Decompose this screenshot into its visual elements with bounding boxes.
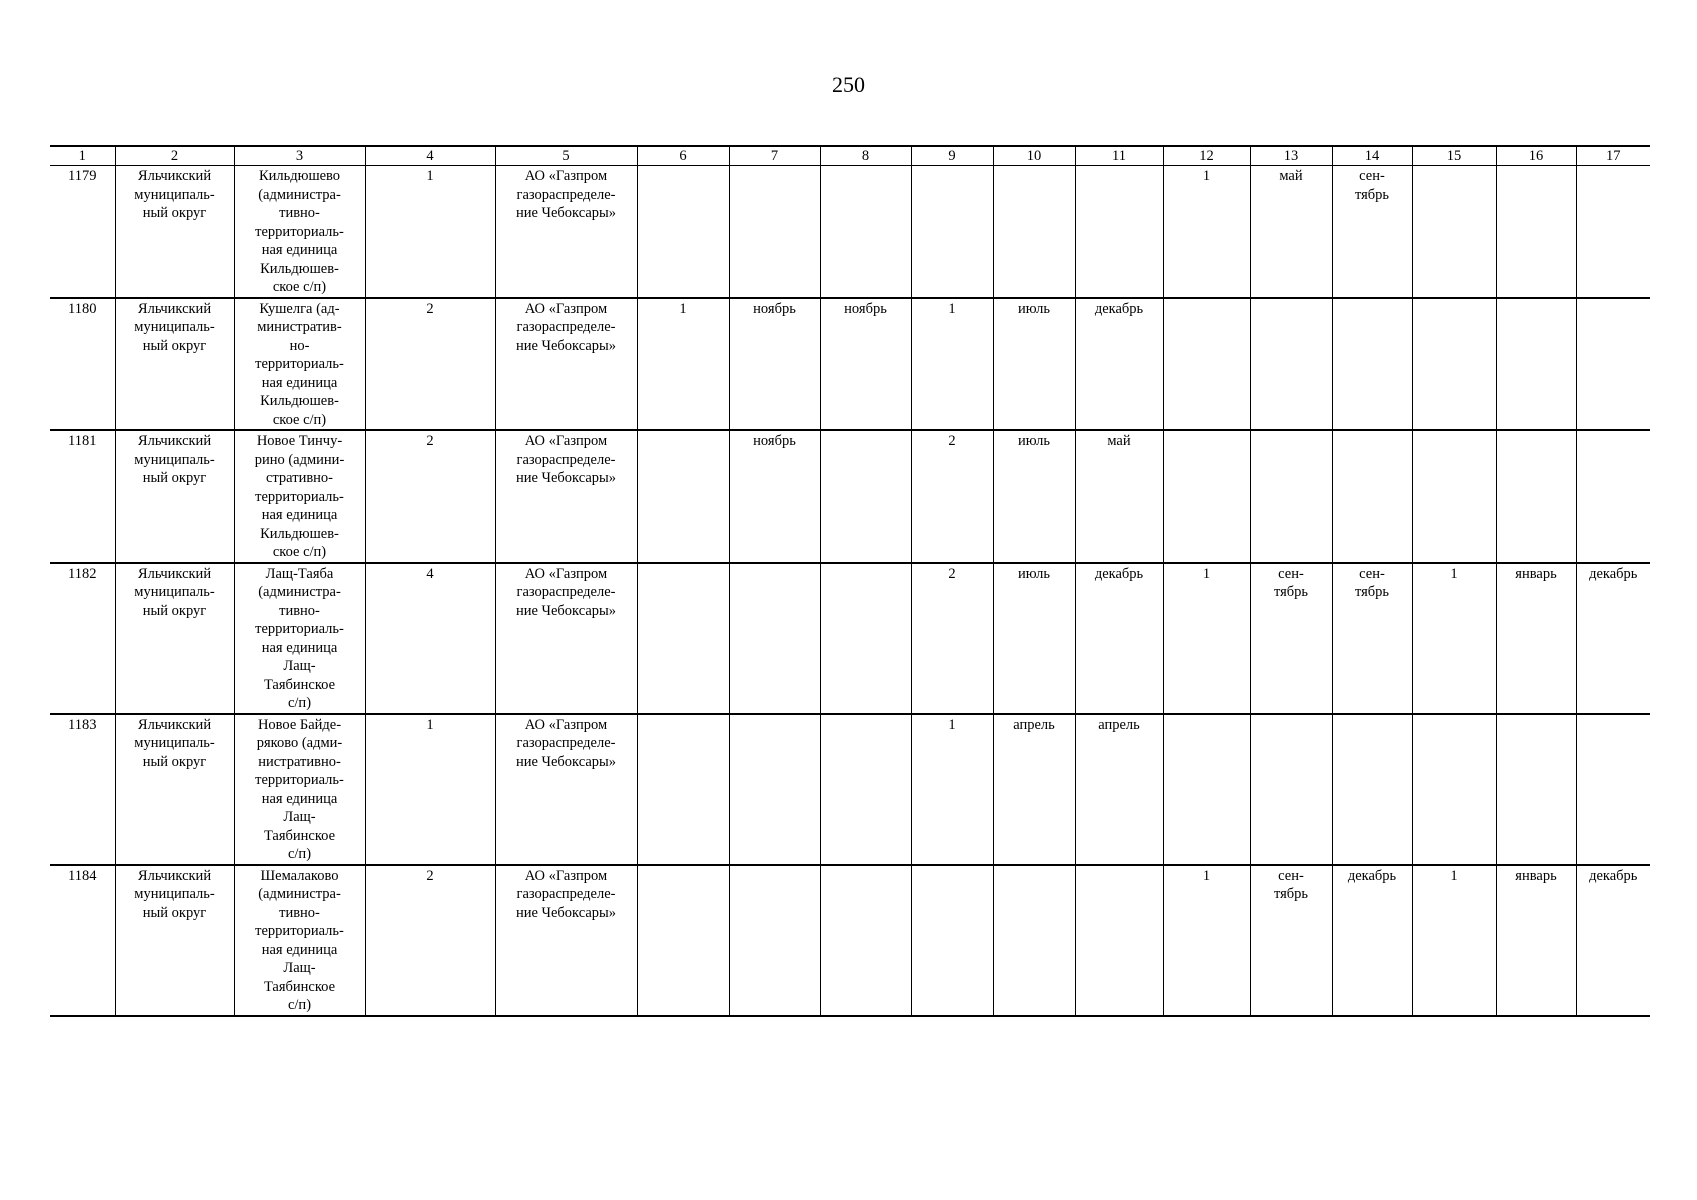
- cell-text: 1: [1450, 565, 1458, 582]
- table-cell-col17: [1576, 865, 1650, 1016]
- cell-text: АО «Газпром газораспределе- ние Чебоксары»: [515, 867, 617, 921]
- table-cell-col4: [365, 430, 495, 563]
- cell-text: Яльчикский муниципаль- ный округ: [134, 433, 215, 486]
- cell-text: 1: [1202, 867, 1211, 884]
- cell-text: сен- тябрь: [1273, 867, 1309, 902]
- cell-text: 1183: [68, 716, 97, 733]
- table-cell-col9: [911, 298, 993, 431]
- table-cell-col14: [1332, 714, 1412, 865]
- cell-text: 1: [1202, 168, 1211, 184]
- table-cell-col17: [1576, 166, 1650, 298]
- table-cell-col13: [1250, 563, 1332, 714]
- cell-text: 1180: [68, 300, 97, 317]
- table-cell-col9: [911, 865, 993, 1016]
- table-cell-col9: [911, 714, 993, 865]
- table-cell-col11: [1075, 298, 1163, 431]
- table-cell-col12: [1163, 563, 1250, 714]
- table-cell-col11: [1075, 563, 1163, 714]
- table-cell-col5: [495, 714, 637, 865]
- cell-text: январь: [1515, 565, 1557, 582]
- cell-text: июль: [1017, 565, 1051, 582]
- cell-text: АО «Газпром газораспределе- ние Чебоксары»: [515, 300, 617, 354]
- cell-text: 1182: [68, 565, 97, 582]
- table-cell-col10: [993, 563, 1075, 714]
- table-cell-col8: [820, 865, 911, 1016]
- cell-text: 1: [948, 300, 956, 317]
- table-cell-col3: [234, 563, 365, 714]
- table-body: [50, 166, 1650, 1016]
- column-header: 14: [1332, 146, 1412, 166]
- cell-text: ноябрь: [844, 300, 887, 317]
- cell-text: декабрь: [1094, 300, 1144, 317]
- table-cell-col5: [495, 166, 637, 298]
- table-cell-col5: [495, 865, 637, 1016]
- table-cell-col15: [1412, 563, 1496, 714]
- table-cell-col6: [637, 865, 729, 1016]
- cell-text: Новое Байде- ряково (адми- нистративно- территориаль- ная единица Лащ- Таябинское с/п): [255, 716, 344, 862]
- table-cell-col17: [1576, 563, 1650, 714]
- table-cell-col8: [820, 563, 911, 714]
- cell-text: Новое Тинчу- рино (админи- стративно- территориаль- ная единица Кильдюшев- ское с/п): [254, 433, 345, 560]
- table-cell-col1: [50, 563, 115, 714]
- column-header: 5: [495, 146, 637, 166]
- table-cell-col15: [1412, 865, 1496, 1016]
- cell-text: 1: [426, 716, 434, 733]
- table-cell-col11: [1075, 430, 1163, 563]
- table-row: [50, 166, 1650, 298]
- cell-text: АО «Газпром газораспределе- ние Чебоксары»: [515, 565, 617, 619]
- cell-text: 2: [426, 433, 434, 449]
- cell-text: 1: [679, 300, 687, 317]
- column-header: 13: [1250, 146, 1332, 166]
- table-cell-col14: [1332, 865, 1412, 1016]
- table-cell-col8: [820, 430, 911, 563]
- cell-text: 1181: [68, 433, 97, 449]
- table-cell-col10: [993, 430, 1075, 563]
- table-header: [50, 146, 1650, 166]
- cell-text: январь: [1515, 867, 1557, 884]
- cell-text: 1: [1450, 867, 1458, 884]
- table-row: [50, 298, 1650, 431]
- cell-text: Яльчикский муниципаль- ный округ: [134, 168, 215, 221]
- table-cell-col1: [50, 430, 115, 563]
- cell-text: Яльчикский муниципаль- ный округ: [134, 867, 215, 921]
- table-cell-col17: [1576, 714, 1650, 865]
- column-header: 6: [637, 146, 729, 166]
- column-header: 16: [1496, 146, 1576, 166]
- cell-text: Яльчикский муниципаль- ный округ: [134, 300, 215, 354]
- cell-text: ноябрь: [753, 300, 796, 317]
- table-cell-col2: [115, 430, 234, 563]
- table-cell-col3: [234, 865, 365, 1016]
- data-table: [50, 145, 1650, 1017]
- table-cell-col7: [729, 166, 820, 298]
- cell-text: апрель: [1013, 716, 1055, 733]
- table-cell-col10: [993, 298, 1075, 431]
- table-cell-col5: [495, 430, 637, 563]
- table-cell-col11: [1075, 865, 1163, 1016]
- column-header: 17: [1576, 146, 1650, 166]
- table-cell-col7: [729, 298, 820, 431]
- column-header: 2: [115, 146, 234, 166]
- table-cell-col13: [1250, 865, 1332, 1016]
- table-cell-col16: [1496, 563, 1576, 714]
- table-cell-col4: [365, 166, 495, 298]
- column-header: 3: [234, 146, 365, 166]
- table-cell-col2: [115, 563, 234, 714]
- table-cell-col5: [495, 563, 637, 714]
- cell-text: Лащ-Таяба (администра- тивно- территориаль- ная единица Лащ- Таябинское с/п): [255, 565, 344, 711]
- cell-text: июль: [1017, 433, 1051, 449]
- cell-text: май: [1107, 433, 1131, 449]
- table-cell-col4: [365, 563, 495, 714]
- table-cell-col1: [50, 865, 115, 1016]
- column-header: 9: [911, 146, 993, 166]
- table-cell-col8: [820, 714, 911, 865]
- cell-text: 2: [426, 300, 434, 317]
- cell-text: декабрь: [1094, 565, 1144, 582]
- table-cell-col6: [637, 714, 729, 865]
- cell-text: 1: [1202, 565, 1211, 582]
- table-cell-col8: [820, 298, 911, 431]
- cell-text: Яльчикский муниципаль- ный округ: [134, 565, 215, 619]
- table-row: [50, 563, 1650, 714]
- cell-text: АО «Газпром газораспределе- ние Чебоксары»: [515, 168, 617, 221]
- table-cell-col9: [911, 563, 993, 714]
- cell-text: 2: [948, 565, 956, 582]
- table-cell-col10: [993, 714, 1075, 865]
- table-cell-col6: [637, 298, 729, 431]
- cell-text: май: [1279, 168, 1303, 184]
- table-cell-col17: [1576, 430, 1650, 563]
- table-cell-col10: [993, 865, 1075, 1016]
- table-cell-col17: [1576, 298, 1650, 431]
- table-cell-col11: [1075, 714, 1163, 865]
- table-cell-col4: [365, 714, 495, 865]
- header-row: [50, 146, 1650, 166]
- table-cell-col6: [637, 563, 729, 714]
- cell-text: июль: [1017, 300, 1051, 317]
- cell-text: АО «Газпром газораспределе- ние Чебоксары»: [515, 433, 617, 486]
- column-header: 1: [50, 146, 115, 166]
- cell-text: 1179: [68, 168, 97, 184]
- table-cell-col3: [234, 298, 365, 431]
- table-cell-col3: [234, 714, 365, 865]
- table-cell-col12: [1163, 430, 1250, 563]
- table-cell-col6: [637, 430, 729, 563]
- table-cell-col7: [729, 714, 820, 865]
- column-header: 15: [1412, 146, 1496, 166]
- table-cell-col13: [1250, 430, 1332, 563]
- table-cell-col9: [911, 166, 993, 298]
- table-cell-col8: [820, 166, 911, 298]
- table-cell-col2: [115, 298, 234, 431]
- cell-text: АО «Газпром газораспределе- ние Чебоксары»: [515, 716, 617, 770]
- table-cell-col2: [115, 166, 234, 298]
- table-cell-col7: [729, 430, 820, 563]
- column-header: 8: [820, 146, 911, 166]
- table-cell-col1: [50, 298, 115, 431]
- table-cell-col12: [1163, 865, 1250, 1016]
- cell-text: 1184: [68, 867, 97, 884]
- cell-text: сен- тябрь: [1354, 565, 1390, 600]
- table-cell-col16: [1496, 430, 1576, 563]
- cell-text: Шемалаково (администра- тивно- территориаль- ная единица Лащ- Таябинское с/п): [255, 867, 344, 1013]
- table-cell-col5: [495, 298, 637, 431]
- table-cell-col13: [1250, 166, 1332, 298]
- table-cell-col3: [234, 430, 365, 563]
- table-cell-col14: [1332, 166, 1412, 298]
- page-number: 250: [832, 72, 865, 97]
- table-cell-col14: [1332, 430, 1412, 563]
- cell-text: 2: [948, 433, 956, 449]
- table-cell-col2: [115, 865, 234, 1016]
- table-cell-col9: [911, 430, 993, 563]
- column-header: 7: [729, 146, 820, 166]
- table-cell-col14: [1332, 563, 1412, 714]
- table-cell-col12: [1163, 714, 1250, 865]
- table-cell-col7: [729, 563, 820, 714]
- column-header: 12: [1163, 146, 1250, 166]
- table-cell-col15: [1412, 430, 1496, 563]
- table-cell-col16: [1496, 298, 1576, 431]
- table-cell-col7: [729, 865, 820, 1016]
- table-cell-col6: [637, 166, 729, 298]
- column-header: 4: [365, 146, 495, 166]
- table-cell-col16: [1496, 865, 1576, 1016]
- table-cell-col14: [1332, 298, 1412, 431]
- table-cell-col12: [1163, 166, 1250, 298]
- table-cell-col10: [993, 166, 1075, 298]
- table-cell-col15: [1412, 298, 1496, 431]
- table-cell-col4: [365, 865, 495, 1016]
- cell-text: Кильдюшево (администра- тивно- территориаль- ная единица Кильдюшев- ское с/п): [255, 168, 344, 295]
- table-cell-col16: [1496, 714, 1576, 865]
- table-cell-col15: [1412, 714, 1496, 865]
- table-cell-col16: [1496, 166, 1576, 298]
- cell-text: Яльчикский муниципаль- ный округ: [134, 716, 215, 770]
- cell-text: апрель: [1098, 716, 1140, 733]
- cell-text: сен- тябрь: [1273, 565, 1309, 600]
- column-header: 11: [1075, 146, 1163, 166]
- cell-text: декабрь: [1347, 867, 1397, 884]
- table-cell-col12: [1163, 298, 1250, 431]
- cell-text: сен- тябрь: [1354, 168, 1390, 203]
- cell-text: декабрь: [1589, 565, 1638, 582]
- cell-text: ноябрь: [753, 433, 796, 449]
- cell-text: 4: [426, 565, 434, 582]
- table-cell-col1: [50, 714, 115, 865]
- cell-text: Кушелга (ад- министратив- но- территориаль- ная единица Кильдюшев- ское с/п): [255, 300, 344, 428]
- cell-text: 1: [948, 716, 956, 733]
- table-cell-col13: [1250, 298, 1332, 431]
- table-cell-col3: [234, 166, 365, 298]
- cell-text: 2: [426, 867, 434, 884]
- table-row: [50, 865, 1650, 1016]
- cell-text: 1: [426, 168, 434, 184]
- table-row: [50, 714, 1650, 865]
- table-cell-col13: [1250, 714, 1332, 865]
- table-cell-col11: [1075, 166, 1163, 298]
- table-cell-col1: [50, 166, 115, 298]
- column-header: 10: [993, 146, 1075, 166]
- table-cell-col4: [365, 298, 495, 431]
- cell-text: декабрь: [1589, 867, 1638, 884]
- table-cell-col2: [115, 714, 234, 865]
- table-cell-col15: [1412, 166, 1496, 298]
- table-row: [50, 430, 1650, 563]
